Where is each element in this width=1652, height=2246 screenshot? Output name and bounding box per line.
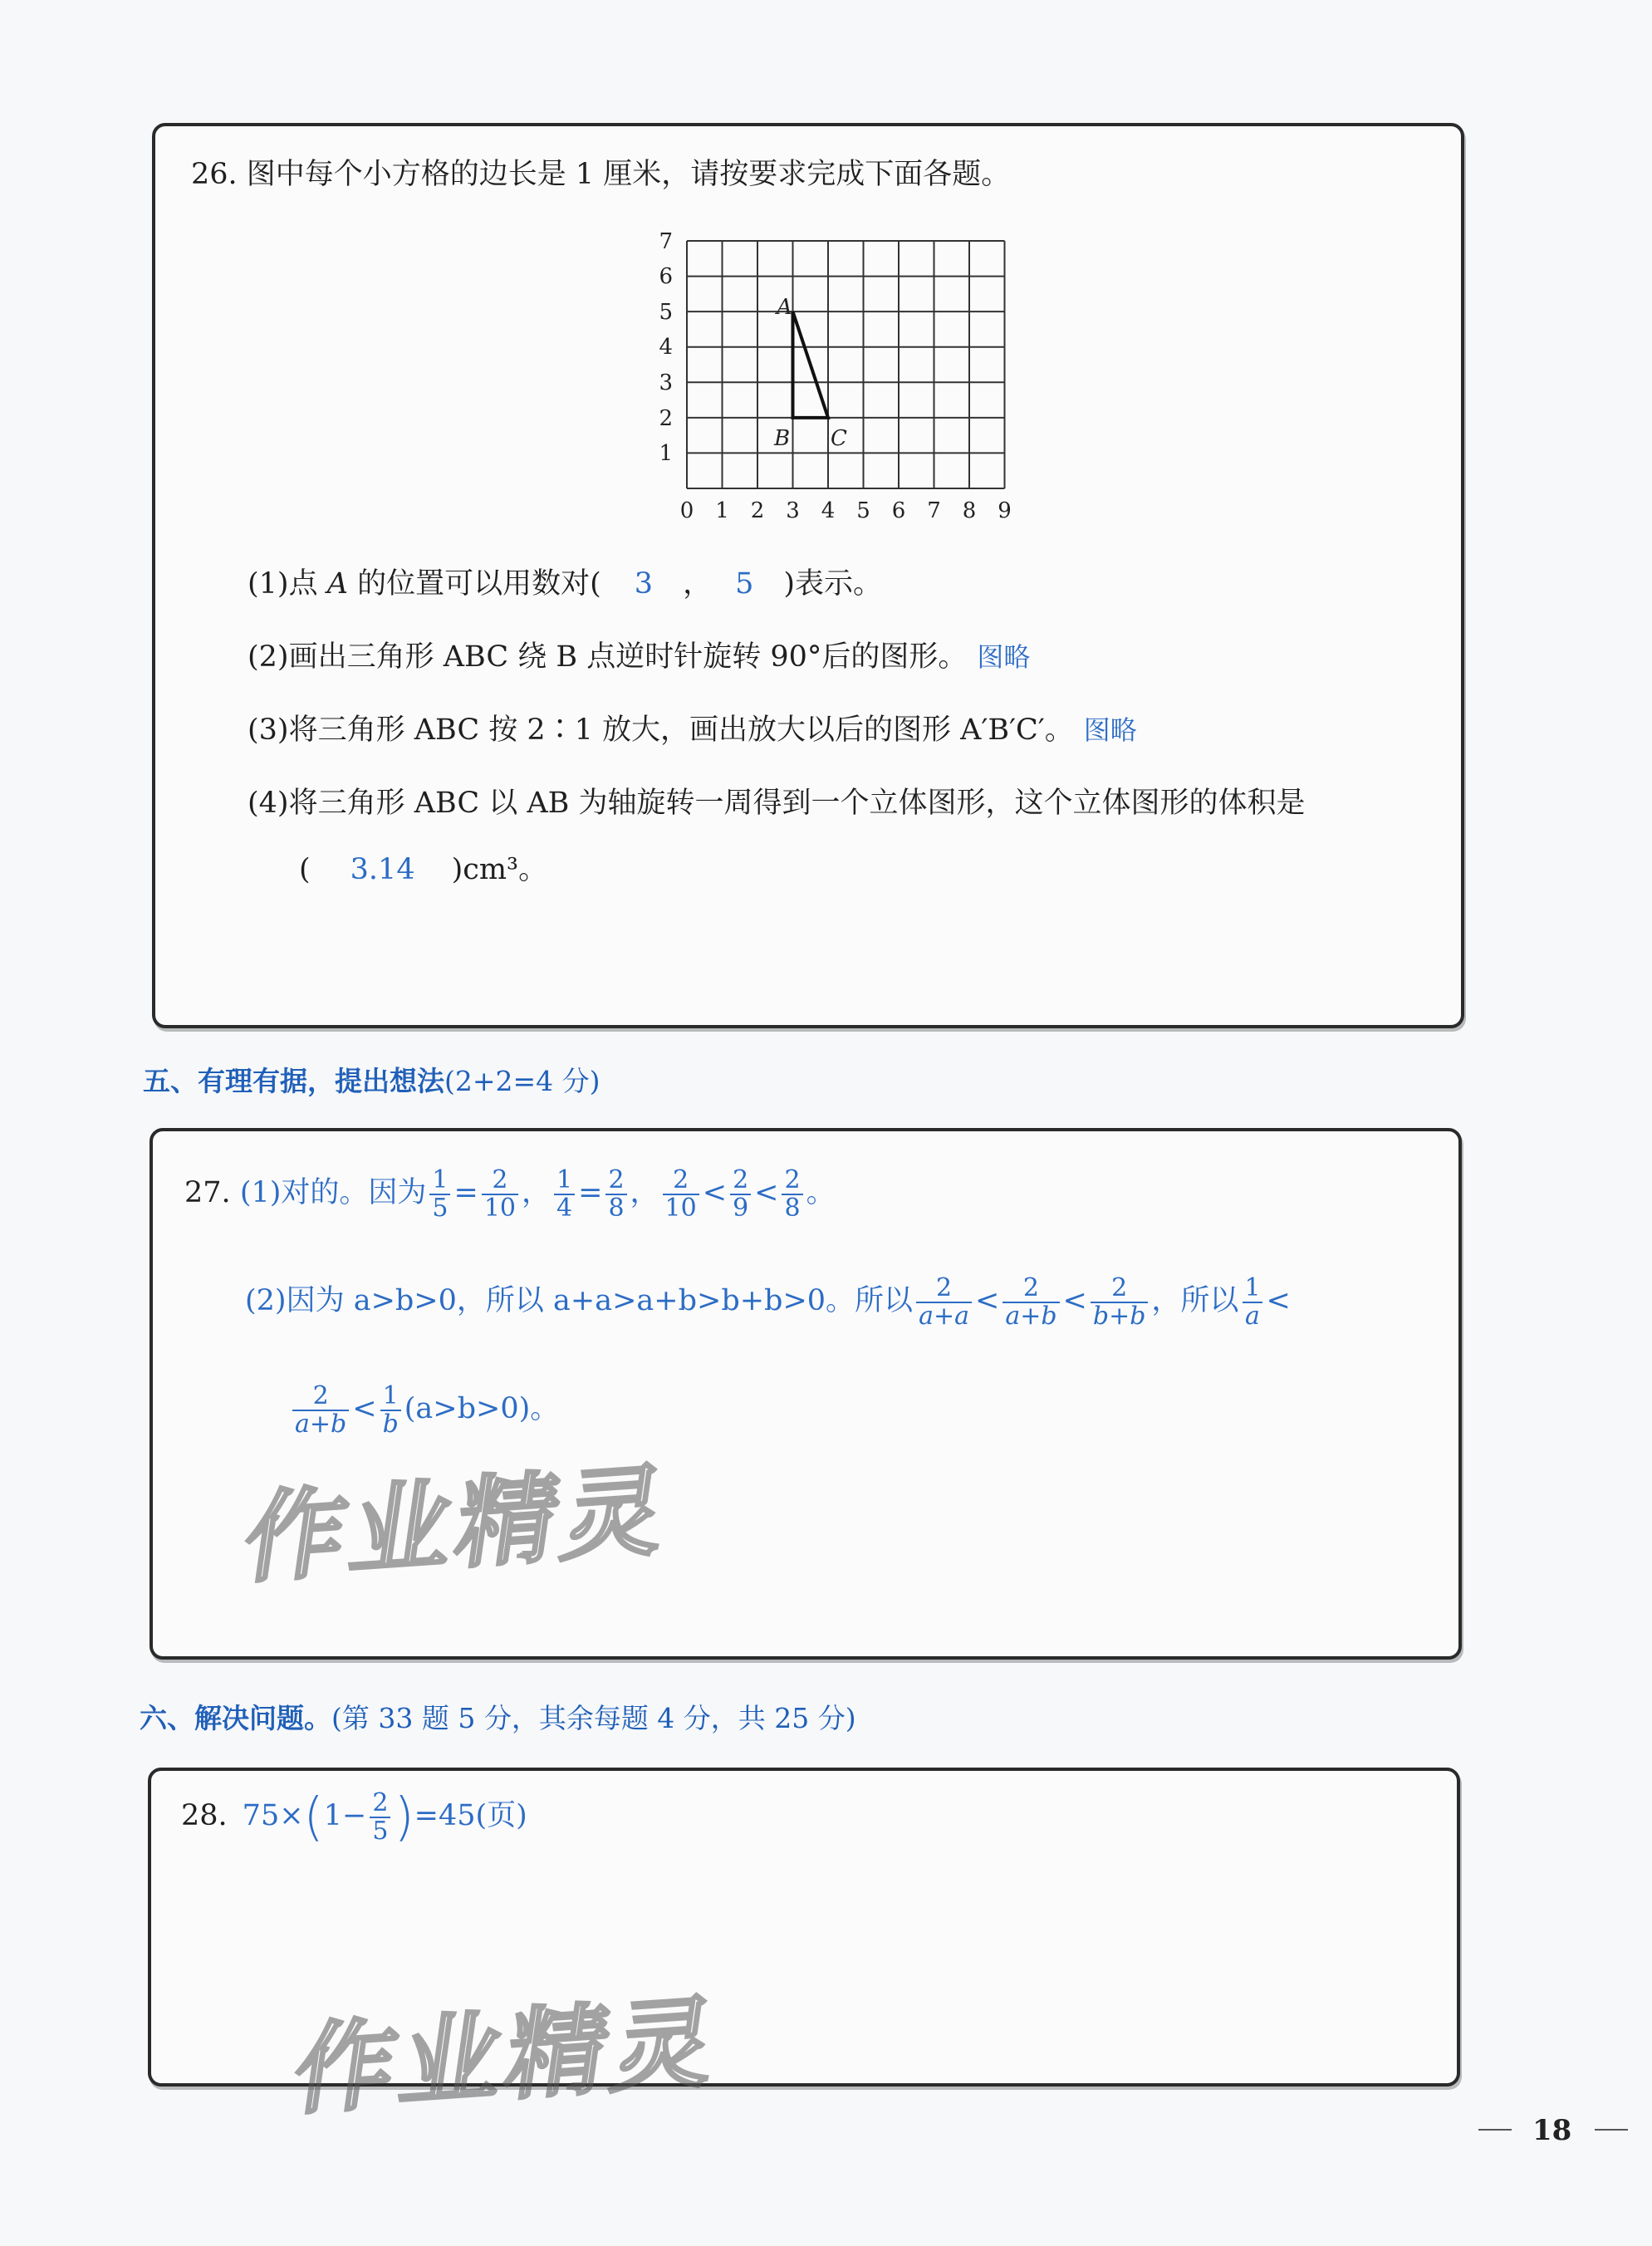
section-5-heading: 五、有理有据，提出想法(2+2=4 分) [143,1065,601,1097]
q26-part3-answer: 图略 [1083,714,1137,746]
watermark: 作业精灵 [287,1984,728,2130]
fraction: $\frac{1}{b}$ [380,1383,401,1437]
fraction: $\frac{2}{a+b}$ [1002,1275,1059,1329]
q26-part1: (1)点 A 的位置可以用数对( 3 ， 5 )表示。 [248,567,883,601]
x-label: 3 [786,498,800,523]
page-number-dash-right [1595,2129,1628,2131]
page-number: 18 [1532,2114,1572,2147]
q26-part4: (4)将三角形 ABC 以 AB 为轴旋转一周得到一个立体图形，这个立体图形的体积是 [248,787,1306,820]
x-label: 5 [856,498,870,523]
fraction: $\frac{2}{8}$ [782,1167,802,1221]
y-label: 7 [659,231,673,254]
fraction: $\frac{2}{b+b}$ [1091,1275,1149,1329]
x-label: 8 [962,498,977,523]
fraction: $\frac{2}{10}$ [663,1167,699,1221]
q26-part2: (2)画出三角形 ABC 绕 B 点逆时针旋转 90°后的图形。 图略 [248,640,1031,674]
x-label: 9 [998,498,1012,523]
point-label-a: A [777,295,792,320]
section-6-heading: 六、解决问题。(第 33 题 5 分，其余每题 4 分，共 25 分) [140,1702,856,1734]
y-label: 3 [659,370,673,395]
fraction: $\frac{1}{4}$ [554,1167,575,1221]
x-label: 2 [750,498,765,523]
triangle-abc [793,311,829,418]
x-label: 4 [821,498,836,523]
coordinate-grid [648,231,1030,530]
fraction: $\frac{2}{10}$ [482,1167,518,1221]
y-label: 6 [659,264,673,289]
point-label-c: C [831,426,847,451]
q26-volume-answer: 3.14 [350,853,415,886]
fraction: $\frac{2}{9}$ [730,1167,751,1221]
q27-part2: (2)因为 a>b>0，所以 a+a>a+b>b+b>0。所以 $\frac{2}{a+a}$ < $\frac{2}{a+b}$ < $\frac{2}{b+b}$ ，所以 $\frac{1}{a}$ < [245,1273,1291,1331]
q26-part2-answer: 图略 [977,641,1031,673]
q26-part4-answer-line: ( 3.14 )cm³。 [299,853,548,886]
q28-solution: 28. 75×(1− $\frac{2}{5}$ )=45(页) [181,1786,527,1847]
fraction: $\frac{2}{8}$ [605,1167,626,1221]
fraction: $\frac{1}{a}$ [1242,1275,1262,1329]
y-label: 4 [659,335,673,360]
y-label: 1 [659,441,673,466]
y-label: 5 [659,300,673,325]
x-label: 7 [927,498,941,523]
fraction: $\frac{2}{a+b}$ [292,1383,349,1437]
fraction: $\frac{2}{5}$ [370,1790,390,1844]
x-label: 6 [891,498,906,523]
page-number-dash-left [1478,2129,1512,2131]
q26-answer-y: 5 [735,567,754,601]
question-26-stem: 26. 图中每个小方格的边长是 1 厘米，请按要求完成下面各题。 [191,158,1011,191]
y-label: 2 [659,406,673,431]
fraction: $\frac{1}{5}$ [429,1167,450,1221]
x-label: 0 [679,498,694,523]
q27-part2-continued: $\frac{2}{a+b}$ < $\frac{1}{b}$ (a>b>0)。 [289,1383,559,1437]
fraction: $\frac{2}{a+a}$ [916,1275,972,1329]
watermark: 作业精灵 [237,1453,678,1598]
q26-part3: (3)将三角形 ABC 按 2∶1 放大，画出放大以后的图形 A′B′C′。 图略 [248,714,1137,747]
x-label: 1 [715,498,729,523]
point-label-b: B [774,426,791,451]
q26-answer-x: 3 [634,567,654,601]
q27-part1: 27. (1)对的。因为 $\frac{1}{5}$ = $\frac{2}{10}$ ， $\frac{1}{4}$ = $\frac{2}{8}$ ， $\frac{2}{10}$ < $\frac{2}{9}$ < $\frac{2}{8}$ 。 [184,1165,836,1223]
